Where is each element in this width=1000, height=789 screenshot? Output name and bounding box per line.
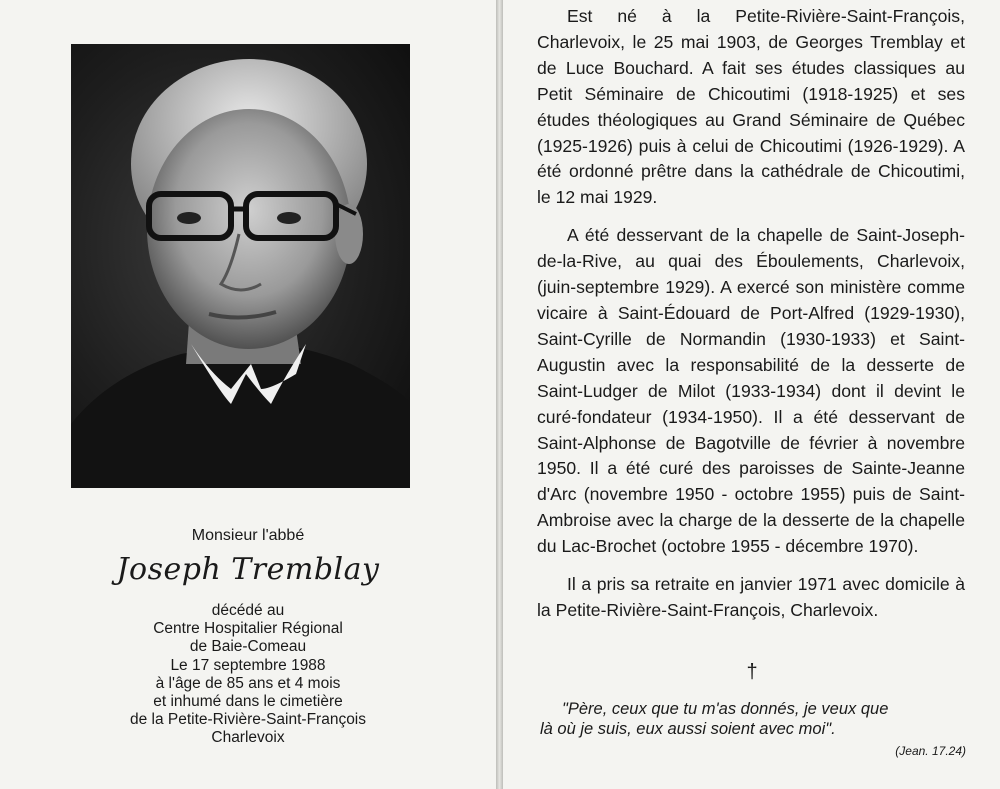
deceased-name: Joseph Tremblay — [116, 552, 380, 587]
portrait-photo — [71, 44, 410, 488]
detail-line: de la Petite-Rivière-Saint-François — [129, 711, 367, 729]
biography-paragraph-birth: Est né à la Petite-Rivière-Saint-François, Charlevoix, le 25 mai 1903, de Georges Tremblay et de Luce Bouchard. A fait ses études classiques au Petit Séminaire de Chicoutimi (1918-1925) et ses études théologiques au Grand Séminaire de Québec (1925-1926) puis à celui de Chicoutimi (1926-1929). A été ordonné prêtre dans la cathédrale de Chicoutimi, le 12 mai 1929. — [537, 6, 965, 208]
detail-line: décédé au — [211, 602, 285, 619]
left-card — [0, 0, 496, 789]
quote-line: là où je suis, eux aussi soient avec moi". — [540, 719, 836, 738]
biography-paragraph-ministry: A été desservant de la chapelle de Saint-Joseph-de-la-Rive, au quai des Éboulements, Charlevoix, (juin-septembre 1929). A exercé son ministère comme vicaire à Saint-Édouard de Port-Alfred (1929-1930), Saint-Cyrille de Normandin (1930-1933) et Saint-Augustin avec la responsabilité de la desserte de Saint-Ludger de Milot (1933-1934) dont il devint le curé-fondateur (1934-1950). Il a été desservant de Saint-Alphonse de Bagotville de février à novembre 1950. Il a été curé des paroisses de Sainte-Jeanne d'Arc (novembre 1950 - octobre 1955) puis de Saint-Ambroise avec la charge de la desserte de la chapelle du Lac-Brochet (octobre 1955 - décembre 1970). — [537, 225, 965, 557]
detail-line: de Baie-Comeau — [189, 638, 307, 656]
priest-portrait-image — [71, 44, 410, 488]
honorific: Monsieur l'abbé — [191, 527, 305, 544]
detail-line: et inhumé dans le cimetière — [153, 693, 343, 711]
detail-line: Charlevoix — [211, 729, 285, 747]
cross-icon: † — [746, 661, 758, 683]
detail-line: à l'âge de 85 ans et 4 mois — [155, 674, 341, 692]
card-fold-divider — [496, 0, 503, 789]
biography-paragraph-retirement: Il a pris sa retraite en janvier 1971 avec domicile à la Petite-Rivière-Saint-François, Charlevoix. — [537, 574, 965, 620]
death-details — [0, 602, 496, 748]
biography — [537, 4, 965, 636]
scripture-reference: (Jean. 17.24) — [895, 744, 966, 758]
quote-line: "Père, ceux que tu m'as donnés, je veux que — [562, 700, 889, 718]
detail-line: Centre Hospitalier Régional — [153, 620, 343, 638]
scripture-quote — [540, 700, 966, 739]
detail-line: Le 17 septembre 1988 — [170, 656, 326, 674]
